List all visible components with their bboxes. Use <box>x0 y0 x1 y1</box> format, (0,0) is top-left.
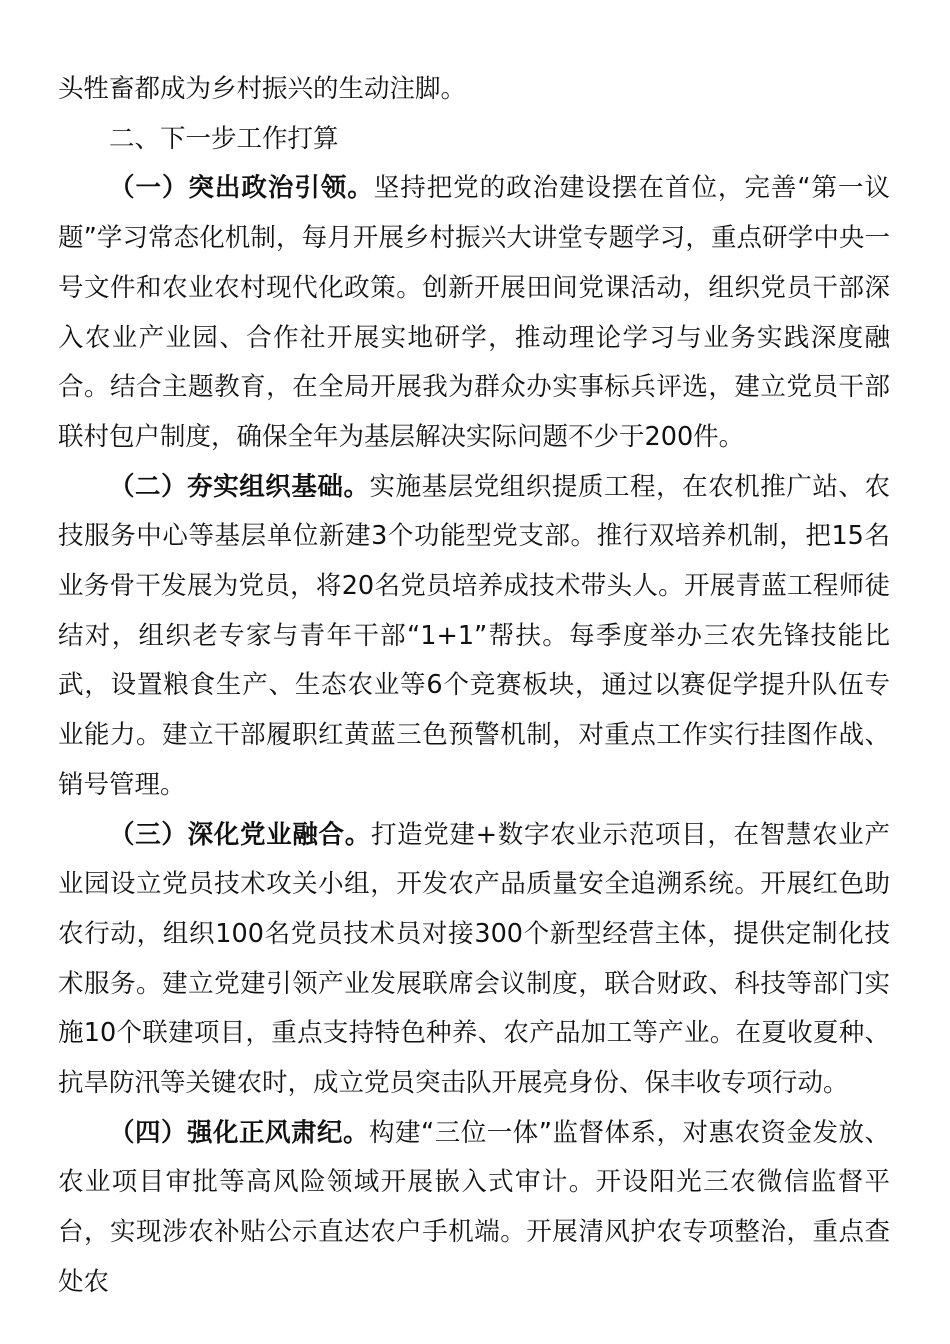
item-paragraph-1 <box>58 164 890 462</box>
item-heading-2: （二）夯实组织基础。 <box>109 471 370 502</box>
intro-tail-paragraph: 头牲畜都成为乡村振兴的生动注脚。 <box>58 74 467 104</box>
section-heading: 二、下一步工作打算 <box>109 123 339 154</box>
item-paragraph-2 <box>58 463 890 811</box>
item-body-2: 实施基层党组织提质工程，在农机推广站、农技服务中心等基层单位新建3个功能型党支部。推行双培养机制，把15名业务骨干发展为党员，将20名党员培养成技术带头人。开展青蓝工程师徒结对，组织老专家与青年干部“1+1”帮扶。每季度举办三农先锋技能比武，设置粮食生产、生态农业等6个竞赛板块，通过以赛促学提升队伍专业能力。建立干部履职红黄蓝三色预警机制，对重点工作实行挂图作战、销号管理。 <box>58 471 890 800</box>
item-body-4: 构建“三位一体”监督体系，对惠农资金发放、农业项目审批等高风险领域开展嵌入式审计。开设阳光三农微信监督平台，实现涉农补贴公示直达农户手机端。开展清风护农专项整治，重点查处农 <box>58 1117 890 1297</box>
item-heading-1: （一）突出政治引领。 <box>109 173 374 204</box>
item-heading-4: （四）强化正风肃纪。 <box>109 1117 370 1148</box>
item-body-3: 打造党建+数字农业示范项目，在智慧农业产业园设立党员技术攻关小组，开发农产品质量安全追溯系统。开展红色助农行动，组织100名党员技术员对接300个新型经营主体，提供定制化技术服务。建立党建引领产业发展联席会议制度，联合财政、科技等部门实施10个联建项目，重点支持特色种养、农产品加工等产业。在夏收夏种、抗旱防汛等关键农时，成立党员突击队开展亮身份、保丰收专项行动。 <box>58 819 890 1099</box>
item-heading-3: （三）深化党业融合。 <box>109 819 371 850</box>
item-body-1: 坚持把党的政治建设摆在首位，完善“第一议题”学习常态化机制，每月开展乡村振兴大讲堂专题学习，重点研学中央一号文件和农业农村现代化政策。创新开展田间党课活动，组织党员干部深入农业产业园、合作社开展实地研学，推动理论学习与业务实践深度融合。结合主题教育，在全局开展我为群众办实事标兵评选，建立党员干部联村包户制度，确保全年为基层解决实际问题不少于200件。 <box>58 173 890 452</box>
item-paragraph-4 <box>58 1109 890 1308</box>
item-paragraph-3 <box>58 811 890 1109</box>
